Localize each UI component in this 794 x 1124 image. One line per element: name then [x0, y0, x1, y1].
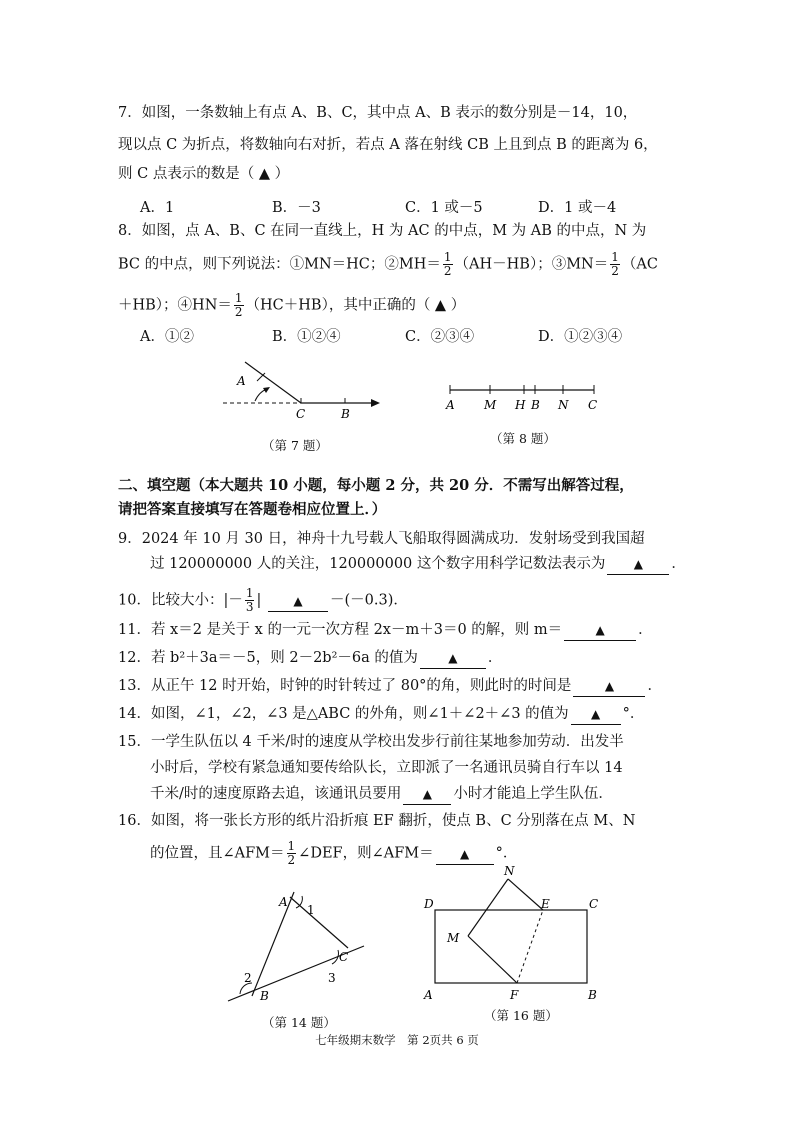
q15-line1: 15．一学生队伍以 4 千米/时的速度从学校出发步行前往某地参加劳动．出发半 [118, 734, 624, 750]
label-m: M [484, 398, 497, 412]
label-h: H [515, 398, 526, 412]
label-c: C [589, 897, 599, 911]
figure-16-caption: （第 16 题） [484, 1008, 558, 1023]
label-n: N [558, 398, 569, 412]
page-footer: 七年级期末数学 第 2页共 6 页 [315, 1033, 479, 1047]
section-2-heading-line1: 二、填空题（本大题共 10 小题，每小题 2 分，共 20 分．不需写出解答过程， [118, 477, 634, 494]
q9-line1: 9．2024 年 10 月 30 日，神舟十九号载人飞船取得圆满成功．发射场受到我国超 [118, 531, 645, 547]
figure-16-folded-rectangle [420, 862, 605, 1004]
label-m: M [447, 931, 460, 945]
q8-line3: ＋HB）；④HN＝ $\frac{1}{2}$ （HC＋HB），其中正确的（ ▲ ） [118, 291, 466, 319]
label-c: C [339, 950, 349, 964]
q7-option-b: B．－3 [272, 200, 321, 216]
q15-line3: 千米/时的速度原路去追，该通讯员要用 ▲ 小时才能追上学生队伍． [150, 784, 613, 805]
q7-option-d: D．1 或－4 [538, 200, 617, 216]
label-angle-3: 3 [328, 971, 336, 985]
label-a: A [237, 374, 246, 388]
figure-7-number-line-fold [215, 358, 390, 420]
figure-7-caption: （第 7 题） [262, 438, 328, 453]
q8-option-d: D．①②③④ [538, 329, 623, 345]
q8-option-b: B．①②④ [272, 329, 341, 345]
q11-line: 11．若 x＝2 是关于 x 的一元一次方程 2x－m＋3＝0 的解，则 m＝ ▲ ． [118, 620, 653, 641]
q7-line3: 则 C 点表示的数是（ ▲ ） [118, 166, 290, 182]
label-f: F [510, 988, 519, 1002]
q7-line1: 7．如图，一条数轴上有点 A、B、C，其中点 A、B 表示的数分别是－14，10， [118, 105, 638, 121]
answer-blank: ▲ [571, 704, 621, 725]
q9-line2: 过 120000000 人的关注，120000000 这个数字用科学记数法表示为 ▲ ． [150, 554, 686, 575]
answer-blank: ▲ [573, 676, 645, 697]
section-2-heading-line2: 请把答案直接填写在答题卷相应位置上．） [118, 501, 387, 518]
label-b: B [588, 988, 597, 1002]
q10-line: 10．比较大小：|－ $\frac{1}{3}$ | ▲ －(－0.3)． [118, 586, 408, 614]
fraction-half: $\frac{1}{2}$ [234, 291, 243, 319]
figure-8-segment [442, 380, 602, 416]
label-angle-1: 1 [307, 903, 315, 917]
fraction-half: $\frac{1}{2}$ [443, 250, 452, 278]
q8-option-a: A．①② [140, 329, 194, 345]
label-e: E [541, 897, 550, 911]
fraction-half: $\frac{1}{2}$ [287, 839, 296, 867]
answer-blank: ▲ [607, 554, 669, 575]
label-a: A [279, 895, 288, 909]
answer-blank: ▲ [268, 591, 328, 612]
label-a: A [424, 988, 433, 1002]
label-c: C [588, 398, 598, 412]
label-d: D [424, 897, 434, 911]
label-angle-2: 2 [244, 971, 252, 985]
q7-line2: 现以点 C 为折点，将数轴向右对折，若点 A 落在射线 CB 上且到点 B 的距离为 6， [118, 137, 658, 153]
figure-8-caption: （第 8 题） [490, 431, 556, 446]
label-n: N [504, 864, 515, 878]
label-a: A [446, 398, 455, 412]
q7-option-c: C．1 或－5 [405, 200, 483, 216]
q8-line1: 8．如图，点 A、B、C 在同一直线上，H 为 AC 的中点，M 为 AB 的中点，N 为 [118, 223, 647, 239]
q12-line: 12．若 b²＋3a＝－5，则 2－2b²－6a 的值为 ▲ ． [118, 648, 502, 669]
answer-blank: ▲ [564, 620, 636, 641]
figure-14-caption: （第 14 题） [262, 1015, 336, 1030]
answer-blank: ▲ [420, 648, 486, 669]
label-c: C [296, 407, 306, 420]
q8-option-c: C．②③④ [405, 329, 475, 345]
q15-line2: 小时后，学校有紧急通知要传给队长，立即派了一名通讯员骑自行车以 14 [150, 760, 623, 776]
q13-line: 13．从正午 12 时开始，时钟的时针转过了 80°的角，则此时的时间是 ▲ ． [118, 676, 662, 697]
answer-blank: ▲ [436, 844, 494, 865]
fraction-third: $\frac{1}{3}$ [245, 586, 254, 614]
q16-line2: 的位置，且∠AFM＝ $\frac{1}{2}$ ∠DEF，则∠AFM＝ ▲ °． [150, 839, 518, 867]
q16-line1: 16．如图，将一张长方形的纸片沿折痕 EF 翻折，使点 B、C 分别落在点 M、N [118, 813, 636, 829]
label-b: B [531, 398, 540, 412]
figure-14-triangle [222, 888, 372, 1013]
fraction-half: $\frac{1}{2}$ [611, 250, 619, 278]
label-b: B [341, 407, 350, 420]
label-b: B [260, 989, 269, 1003]
answer-blank: ▲ [403, 784, 451, 805]
q8-line2: BC 的中点，则下列说法：①MN＝HC；②MH＝ $\frac{1}{2}$ （AH－HB）；③MN＝ $\frac{1}{2}$ （AC [118, 250, 658, 278]
q7-option-a: A．1 [140, 200, 175, 216]
q14-line: 14．如图，∠1，∠2，∠3 是△ABC 的外角，则∠1＋∠2＋∠3 的值为 ▲ °． [118, 704, 644, 725]
